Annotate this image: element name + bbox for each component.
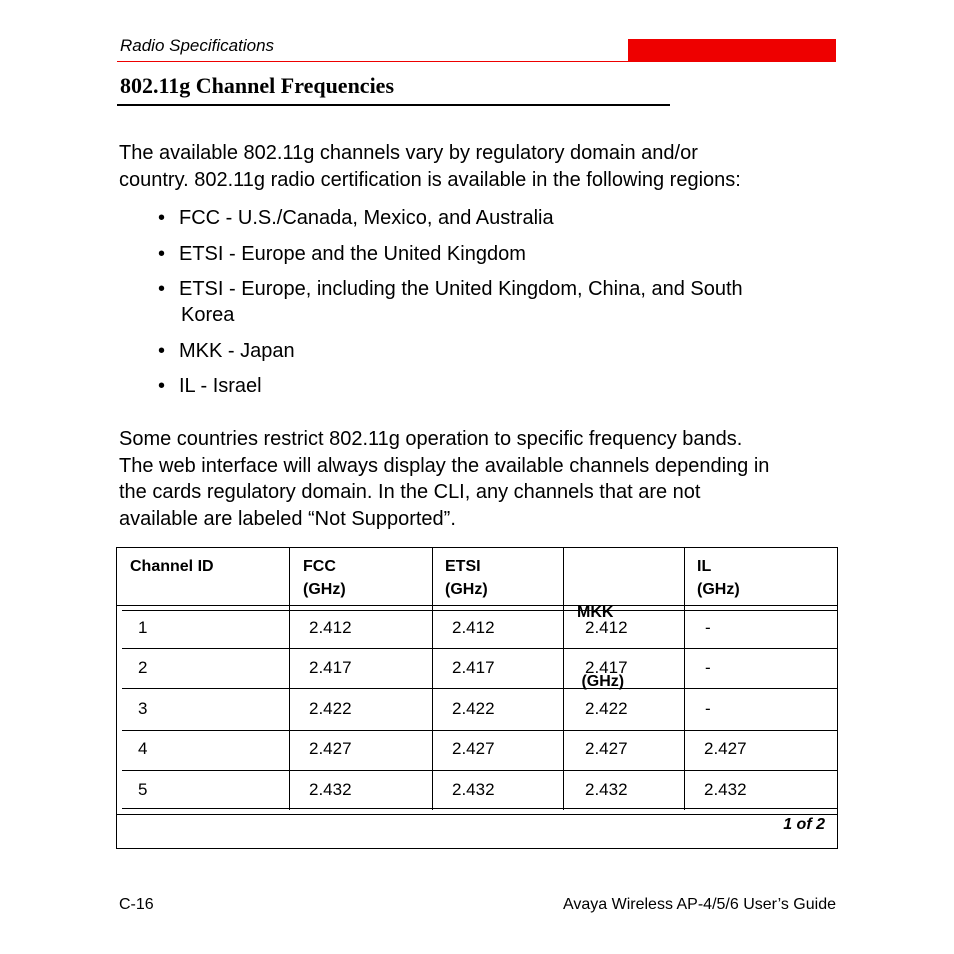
table-cell: - xyxy=(705,658,711,677)
note-line: Some countries restrict 802.11g operation to specific frequency bands. xyxy=(119,428,743,450)
table-cell: 2.427 xyxy=(704,739,747,758)
footer-divider xyxy=(117,814,837,815)
bullet-icon: • xyxy=(158,375,166,397)
header-divider xyxy=(117,605,837,606)
row-divider xyxy=(122,648,837,649)
table-cell: 2.427 xyxy=(585,739,628,758)
table-cell: 1 xyxy=(138,618,148,637)
list-item xyxy=(158,276,838,328)
list-item-text: IL - Israel xyxy=(179,375,262,397)
intro-paragraph xyxy=(119,140,839,193)
bullet-icon: • xyxy=(158,339,166,362)
bullet-icon: • xyxy=(158,278,166,300)
list-item-text-continued: Korea xyxy=(181,304,235,326)
list-item xyxy=(158,338,838,364)
list-item xyxy=(158,241,838,267)
header-cell-fcc: FCC (GHz) xyxy=(303,558,346,598)
section-title: 802.11g Channel Frequencies xyxy=(120,73,395,98)
list-item-text: MKK - Japan xyxy=(179,339,295,362)
table-cell: 2.417 xyxy=(309,658,352,677)
region-list xyxy=(158,205,838,409)
list-item xyxy=(158,373,838,399)
table-cell: 2.417 xyxy=(585,658,628,677)
header-cell-etsi: ETSI (GHz) xyxy=(445,558,488,598)
row-divider xyxy=(122,730,837,731)
table-cell: 2.432 xyxy=(452,780,495,799)
table-cell: 2.427 xyxy=(452,739,495,758)
row-divider xyxy=(122,808,837,809)
header-cell-il: IL (GHz) xyxy=(697,558,740,598)
note-paragraph xyxy=(119,426,839,532)
table-cell: 2.422 xyxy=(452,699,495,718)
list-item-text: ETSI - Europe, including the United Kingdom, China, and South xyxy=(179,278,743,300)
row-divider xyxy=(122,688,837,689)
bullet-icon: • xyxy=(158,242,166,265)
intro-line: country. 802.11g radio certification is available in the following regions: xyxy=(119,168,741,191)
list-item xyxy=(158,205,838,231)
table-cell: 2.412 xyxy=(452,618,495,637)
header-divider xyxy=(122,610,837,611)
section-title-rule xyxy=(117,104,670,106)
table-cell: 2 xyxy=(138,658,148,677)
table-cell: 2.422 xyxy=(585,699,628,718)
table-cell: - xyxy=(705,699,711,718)
table-cell: 2.432 xyxy=(704,780,747,799)
table-cell: 2.412 xyxy=(309,618,352,637)
table-cell: 2.422 xyxy=(309,699,352,718)
header-accent-bar xyxy=(628,39,836,61)
list-item-text: ETSI - Europe and the United Kingdom xyxy=(179,242,526,265)
table-cell: 3 xyxy=(138,699,148,718)
table-cell: 2.412 xyxy=(585,618,628,637)
table-cell: 5 xyxy=(138,780,148,799)
page-number: C-16 xyxy=(119,896,154,913)
header-cell-mkk: MKK (GHz) xyxy=(577,604,625,690)
channel-frequency-table xyxy=(116,547,838,849)
note-line: available are labeled “Not Supported”. xyxy=(119,507,456,530)
guide-title: Avaya Wireless AP-4/5/6 User’s Guide xyxy=(562,896,836,913)
table-cell: 4 xyxy=(138,739,148,758)
bullet-icon: • xyxy=(158,207,166,229)
running-head: Radio Specifications xyxy=(120,36,275,55)
intro-line: The available 802.11g channels vary by regulatory domain and/or xyxy=(119,142,698,164)
table-cell: - xyxy=(705,618,711,637)
table-page-indicator: 1 of 2 xyxy=(783,816,825,833)
list-item-text: FCC - U.S./Canada, Mexico, and Australia xyxy=(179,207,554,229)
header-rule xyxy=(117,61,836,62)
header-cell-channel-id: Channel ID xyxy=(130,558,214,575)
row-divider xyxy=(122,770,837,771)
table-cell: 2.432 xyxy=(585,780,628,799)
table-cell: 2.417 xyxy=(452,658,495,677)
note-line: The web interface will always display the available channels depending in xyxy=(119,454,770,477)
table-cell: 2.427 xyxy=(309,739,352,758)
table-cell: 2.432 xyxy=(309,780,352,799)
note-line: the cards regulatory domain. In the CLI, any channels that are not xyxy=(119,481,701,503)
